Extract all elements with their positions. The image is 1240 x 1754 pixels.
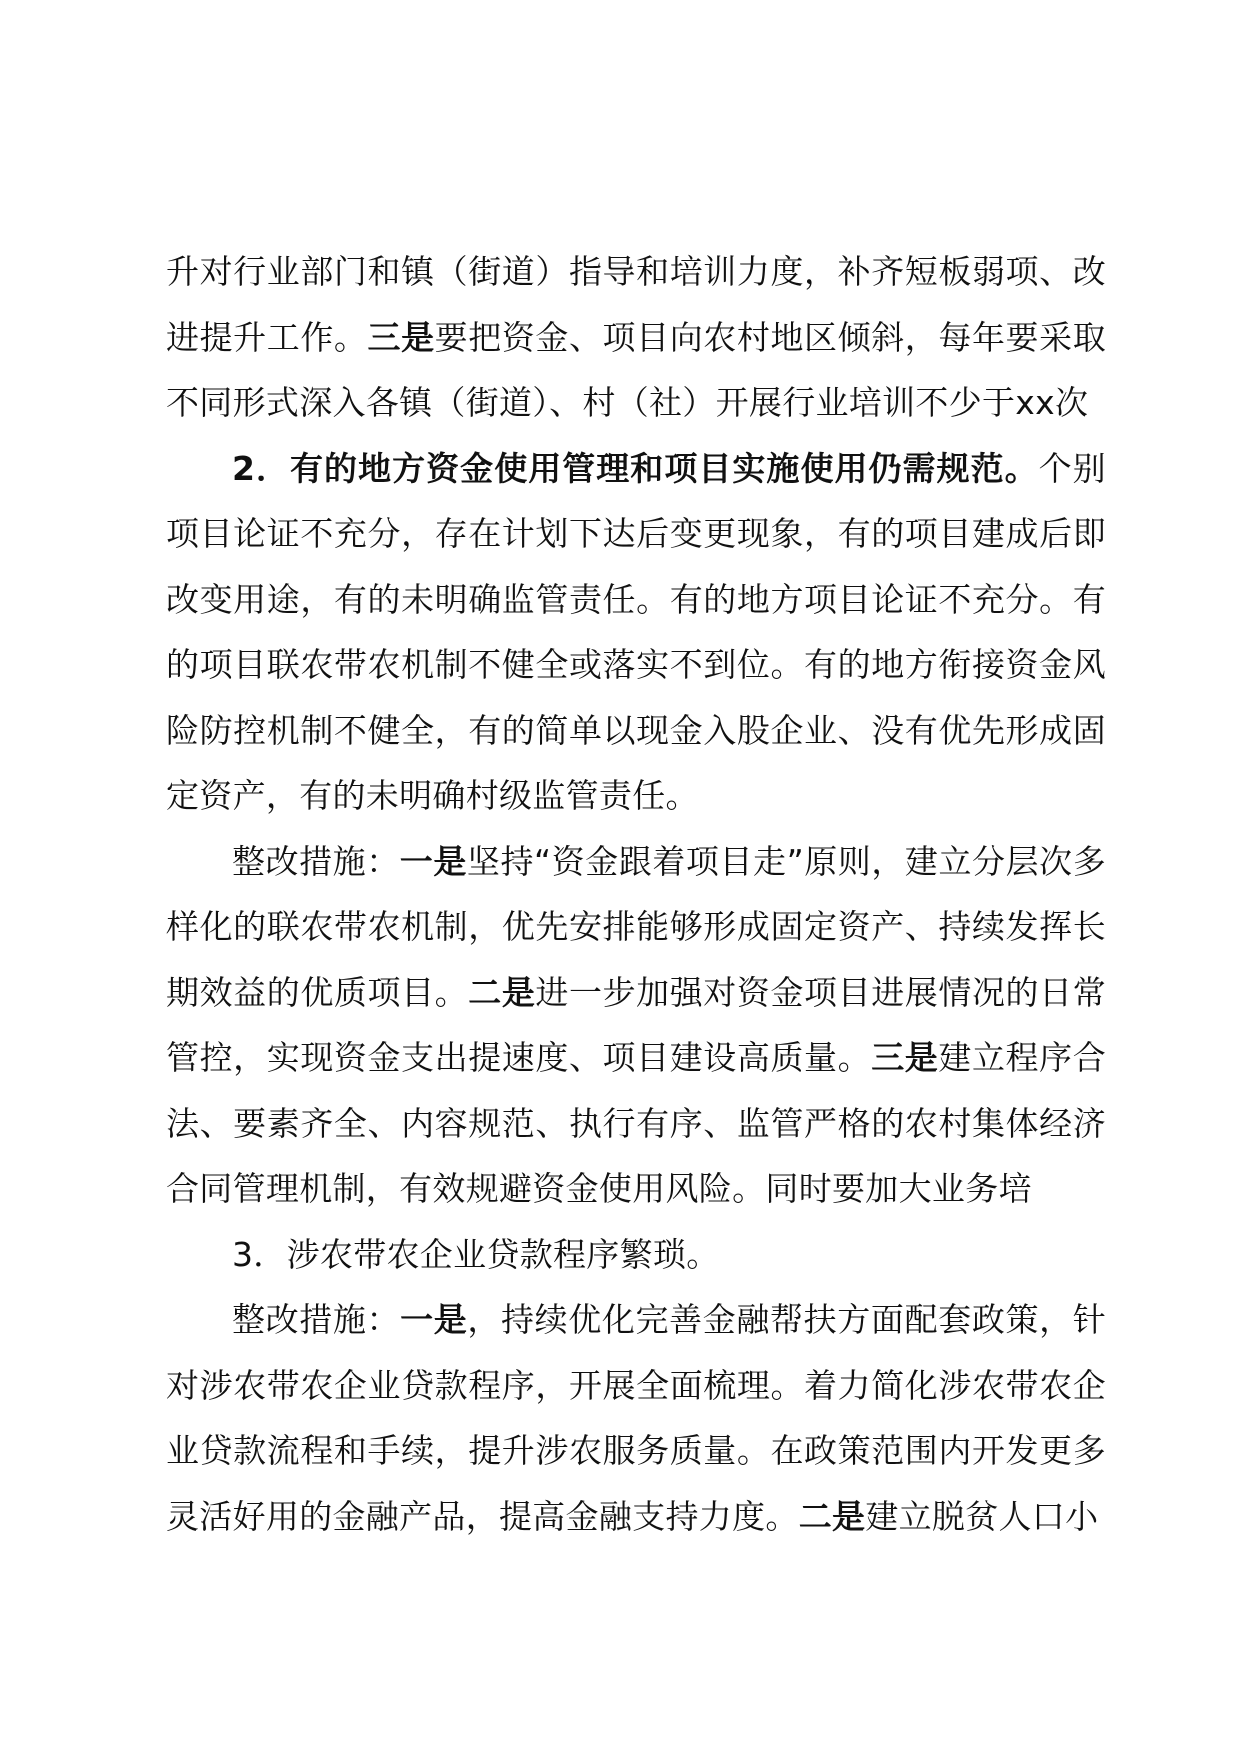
text-segment: 个别项目论证不充分，存在计划下达后变更现象，有的项目建成后即改变用途，有的未明确监管责任。有的地方项目论证不充分。有的项目联农带农机制不健全或落实不到位。有的地方衔接资金风险防控机制不健全，有的简单以现金入股企业、没有优先形成固定资产，有的未明确村级监管责任。 [166,448,1106,815]
text-segment: 建立程序合法、要素齐全、内容规范、执行有序、监管严格的农村集体经济合同管理机制，有效规避资金使用风险。同时要加大业务培 [166,1038,1106,1208]
text-segment: 进一步加强对资金项目进展情况的日常管控，实现资金支出提速度、项目建设高质量。 [166,972,1106,1077]
bold-label-yi-shi: 一是 [399,841,467,881]
paragraph-1 [166,239,1106,436]
bold-label-san-shi: 三是 [871,1038,939,1077]
text-segment: 坚持“资金跟着项目走”原则，建立分层次多样化的联农带农机制，优先安排能够形成固定资产、持续发挥长期效益的优质项目。 [166,841,1107,1012]
bold-label-san-shi: 三是 [367,317,435,357]
paragraph-2 [166,436,1106,829]
bold-label-yi-shi: 一是 [400,1300,468,1339]
paragraph-3 [166,829,1106,1222]
text-segment: 要把资金、项目向农村地区倾斜，每年要采取不同形式深入各镇（街道）、村（社）开展行业培训不少于xx次 [166,317,1106,422]
bold-label-er-shi: 二是 [798,1496,866,1536]
section-heading-3: 3．涉农带农企业贷款程序繁琐。 [232,1234,720,1274]
paragraph-5 [166,1287,1106,1549]
text-segment: 升对行业部门和镇（街道）指导和培训力度，补齐短板弱项、改进提升工作。 [166,252,1106,357]
measures-label: 整改措施： [232,841,400,881]
text-segment: 建立脱贫人口小 [865,1496,1099,1536]
document-body [166,239,1106,1549]
text-segment: ，持续优化完善金融帮扶方面配套政策，针对涉农带农企业贷款程序，开展全面梳理。着力简化涉农带农企业贷款流程和手续，提升涉农服务质量。在政策范围内开发更多灵活好用的金融产品，提高金融支持力度。 [166,1300,1107,1536]
bold-label-er-shi: 二是 [468,972,536,1012]
measures-label: 整改措施： [232,1300,401,1339]
section-heading-2: 2．有的地方资金使用管理和项目实施使用仍需规范。 [232,448,1039,488]
paragraph-4 [166,1222,1106,1288]
